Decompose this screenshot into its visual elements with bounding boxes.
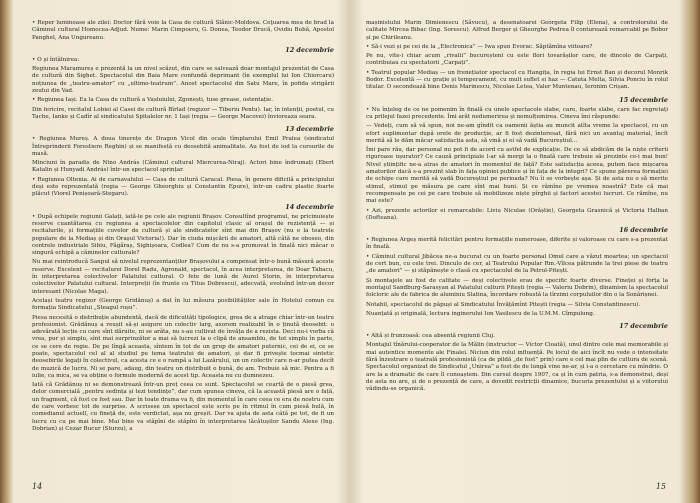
paragraph: • Regiunea Oltenia. Ai de carnavalului — Casa de cultură Caracal. Piesa, în genere dificilă a principiului deși este reprezentată (regia — George Gheorghiu și Constantin Epure), într-un cadru plastic foarte plăcut (Viorel Penișoară-Stegaru).: [32, 176, 334, 198]
paragraph: Pe nu, vite-i chiar acum „rivalii” bucureșteni cu este flori tovarășilor care, de dincolo de Carpați, contribuiau cu spectatorii „Carpați”.: [366, 53, 668, 67]
date-heading: 12 decembrie: [285, 45, 334, 54]
paragraph: Montajul tînărului-cooperator de la Mălin (instructor — Victor Cioată), unul dintre cele mai memorabile și mai autentice momente ale Finalei. Niciun din rolul influență. Pe locul de aici încît nu vede o intensitate fără înzestrare o teatrală profesionistă (ca de pildă „de fost” prin) care e cel mai plin de cultura de scenă. Spectacolul organizat de Sindicatul „Unirea” a fost de de lungă vine ne-ar, și i-a o cercetare cu mîndrie. O are la a dramatic de care îl cunoaștem. Din cursul despre 1907, ca și în cum patria, s-a demonstrat, deși de asta nu are, și de o prezență de care, a dovedit restricții dinamice, bucuria prezentului și a viitorului vădindu-se organică.: [366, 342, 668, 393]
paragraph: • Azi, prezente actorilor ei remarcabile: Liviu Niculae (Orăștie), Georgeta Grasnică și Victoria Halban (Dofteana).: [366, 207, 668, 221]
paragraph: • Reper luminoase ale zilei: Doctor fără voie la Casa de cultură Slănic-Moldova. Ceţuarea mea de brad la Căminul cultural Homocea-Adjud. Nume: Marin Cimpoeru, G. Donea, Teodor Drucă, Ovidiu Bubă, Apostol Panghel, Ana Ungureanu.: [32, 20, 334, 41]
paragraph: Iată că Grădănuș ni se demonstrează într-un preț ceea ce sunt. Spectacolul se ceartă de o piesă grea, delor comercială „pentru sedința și tezi tendințe”, dar cum spunea cineva, că la această piesă are o față, un fragment, că fost ce fost sau. Dar în toate drama va fi, din momentul în care ceea ce era de nostru cum de care vorbesc tot de surprise. A scrisese un spectacol este scris pe în ritmul în cum piesă bulă, în comedianul actuell, cu fineță de, este verdictat, așa nu greșit. Dar va ajuta de asta câtă pe tot, de fi un lucru cu cu pe mai bine. Mai bine va stăpîni de stăpîni în interpretarea lăcătușilor Sandu Alexe (Ing. Dobrian) și Cezar Bucur (Sturzu), a: [32, 382, 334, 432]
left-page-text: [32, 20, 334, 433]
paragraph: Și montajele au fost de calitate — deși colectivele erau de specific foarte diverse. Fineței și forța la montajul Sandburg-Sarasyan al Palatului culturii Pitești (regia — Valeriu Dobrin), dinamism la spectacolul folcloric ale de fabrica de aluminiu Slatina, încordare robustă la tîrzimi corpuluilor din o la Sonărișnei.: [366, 277, 668, 299]
page-number-right: 15: [655, 482, 666, 491]
paragraph: Regiunea Maramureș e prezentă la un nivel scăzut, din care se salvează doar montajul prezentat de Casa de cultură din Sighet. Spectacolul din Baia Mare confundă deprimant (în exemplul lui Ion Chiorcaru) noțiunea de „teatru-amator” cu „ultimo-teatrum”. Anost spectacolul din Satu Mare, în pofida strigării zeului din Vad.: [32, 66, 334, 95]
right-page-text: [366, 20, 668, 393]
paragraph: • Nu înțeleg de ce ne pomenim în finală cu unele spectacole slabe, care, foarte slabe, care fac regretați cu prilejul fazei precedente. Îmi arăt nedumerirea și nemulțumirea. Cineva îmi răspunde:: [366, 106, 668, 120]
left-page: [14, 0, 348, 503]
paragraph: Notabil, spectacolul de păpuși al Sindicatului Învățămînt Pitești (regia — Silvia Constantinescu).: [366, 301, 641, 308]
paragraph: • După echipele regiunii Galați, iată-le pe cele ale regiunii Brașov. Consultînd programul, ne pricinuiește reserve cuantătarea cu regiunea a spectacolelor din capitolul clasic al orașul de rezistență — și recitalurile, și formațiile cuvelor de cultură și ale sindicatelor sînt mai din Brașov (nu e la teatrele populare de la Mediaș și din Orașul Victoria!). Dar în ciuda mișcării de amatori, altă câtă ne oboseo, din centrele industriale Sibiu, Făgăraș, Sighișoara, Codlea? Cum de nu s-a promovat în finală nici măcar o singură echipă a căminelor culturale?: [32, 213, 334, 257]
paragraph: mașinistului Marin Dimienescu (Săvucu), a desenatoarei Georgeta Filip (Elena), a controlorului de calitate Mircea Bibac (Ing. Sorescu). Alfred Berger și Gheorghe Pedrea îl conturează remarcabil pe Bobor și pe Chirileanu.: [366, 20, 668, 41]
paragraph: • Regiunea Mureș. A doua tinerețe de Dragon Vicol din ocale tîmplarului Emil Pralea (sindicatul Întreprinderii Forestiere Reghin) și se manifestă cu deosebită animalitate. Au fost de iod la cursurile de masă.: [32, 136, 334, 157]
date-heading: 17 decembrie: [619, 322, 668, 331]
paragraph: Piesa necesită o distribuție abundentă, dacă de dificultăți tipologice, grea de a atrage chiar într-un teatru profesionist. Grădănuș a reușit să-și asigure un colectiv larg, axorem realizabil în o ținută deosebit: o adevărată lecție cu care sînt dăruite, ni se arăta, nu s-au cultivat de învăța de a rezista. Deci nu-i vorba că vrea, pur și simplu, sînt mai surprinzător a mai să lucrezi la o clipă de ansamblu, de tot simplu în parte, ce se cere de regie. De pe lîngă aceasta, sîntem în tot de un grup de amatori puternic, cei de ei, ce se poate, spectacolul cel al al studiul pe tema teatrului de amatori, și dar fi privește tocmai sintetic deosebirile legați în colectivul, ca acesta ce e o rampă a lui Lazărului, un un colectiv care n-ar putea decît de muzică de lucru. Ni se pare, adaug, din teatru un distribuit o bună, de am. Trebuie să mic. Pentru a fi iulie, ca mica, se va obține o formule modernă de acest tip. Aceasta nu cu dumnezeu.: [32, 314, 334, 379]
page-number-left: 14: [32, 482, 43, 491]
paragraph: Din fericire, recitalul Lobiei al Casei de cultură Bîrlad (regizor — Tiberiu Pentu). Iar, în intenții, poetul, cu Tache, Ianke și Cadîr al sindicatului Spitalelor nr. 1 Iași (regia — George Macovei) învioreaza seara.: [32, 106, 334, 120]
paragraph: Nu mai reintroducă Sanpul să nivelul reprezentanților Brașovului a compensat într-o bună măsură aceste reserve. Excelent — recitalurei Dorel Radu, Agronald, spectacol, în acea interpretarea, de Doar Tabacu, în interpretarea colectivelor Palatului cultural. O fete de lună de Aurel Storin, în interpretarea colectivelor Palatului cultural. Interpreții (în frunte cu Titus Dobrescu), adecvată, evoluînd într-un decor interesant (Nicolae Maga).: [32, 259, 334, 295]
paragraph: Același teatru regizor (George Gridănuș) a dat în lui măsura posibilităților sale în Hotelul comun cu formația Sindicatului „Steagul roșu”.: [32, 297, 334, 312]
paragraph: • O și întâlnirea:: [32, 56, 80, 63]
date-heading: 16 decembrie: [619, 226, 668, 235]
paragraph: • Regiunea Argeș merită felicitări pentru formațiile numeroase, diferite și valoroase cu care s-a prezentat în finală.: [366, 237, 668, 251]
paragraph: Minciuni în paradis de Nino András (Căminul cultural Miercurea-Niraj). Actori bine îndrumați (Ebert Katalin și Hunyadi András) într-un spectacol sprințar.: [32, 160, 334, 174]
paragraph: Nuanțată și originală, lectura inginerului Ion Vasilescu de la U.M.M. Cîmpulung.: [366, 310, 595, 317]
paragraph: • Teatrul popular Mediaș — un frenețiator spectacol cu Hangița, în regia lui Ernst Ban și decorul Monrik Bodor. Excelentă — cu grație și temperament, cu mult suflet si haz — Catuta Melta, Silvia Ponciu în rolul titular. O secondează bine Denis Marinescu, Nicolae Letea, Valer Muntenau, Ieronim Crișan.: [366, 69, 668, 91]
paragraph: Îmi pare rău, dar personal nu pot fi de acord cu astfel de explicație. De ce să abdicăm de la niște criterii riguroase ușurator? Ce cauză principiale l-ar să mergi la o finală care trebuie să prezinte ce-i mai bun! Nivel științific ne-a atras de amatori în momentul de față? Este satisfacția aceea, putem face mișcarea amatorilor dacă s-a prezint slab în fața opiniei publice și în fața de la integri? Ce spune părerea formației de echipe care merită să vadă Bucureștiul pe perioada? Nu îi se vorbește așa. Și de asta nu o să merite stimul, stimul pe măsura pe care sînt mai buni. Și ce rămîne pe vremea noastră? Este că mai recompensate pe cei pe care trebuie să mobilizeze niște pîrghii și factori acestei lucruri. Ce rămîne, nu mai este?: [366, 147, 668, 205]
paragraph: • Căminul cultural Jibăcea ne-a bucurat cu un foarte personal Omul care a văzut moartea; un spectacol de cert bun, cu cele trei. Dinculo de cer, al Teatrului Popular Rm.-Vîlcea pătrunde la trei piese de teatru „de amatori” — și stăpânește o clasă cu spectacolul de la Petrol-Pitești.: [366, 253, 668, 275]
paragraph: — Vedeți, cum să vă spun, noi ne-am gîndit ca oamenii ăștia au muncit atîta vreme la spectacol, cu un efort suplimentar după orele de producție, ar fi fost dezinteresat, fără nici un avantaj material, încît merită să le dăm măcar satisfacția asta, să vină și ei să vadă Bucureștiul...: [366, 123, 668, 144]
paragraph: • Regiunea Iași. Ea la Casa de cultură a Vasluiului, Zgonești, tuse grease, ostentație.: [32, 97, 274, 104]
paragraph: • Să-i vezi și pe cei de la „Electronica” — Iwa spun Evorac. Săptămîna viitoare?: [366, 43, 593, 50]
date-heading: 15 decembrie: [619, 95, 668, 104]
right-page: [352, 0, 686, 503]
date-heading: 13 decembrie: [285, 125, 334, 134]
paragraph: • Altă și frunzoasă: cea absentă regiunii Cluj.: [366, 333, 495, 340]
date-heading: 14 decembrie: [285, 202, 334, 211]
